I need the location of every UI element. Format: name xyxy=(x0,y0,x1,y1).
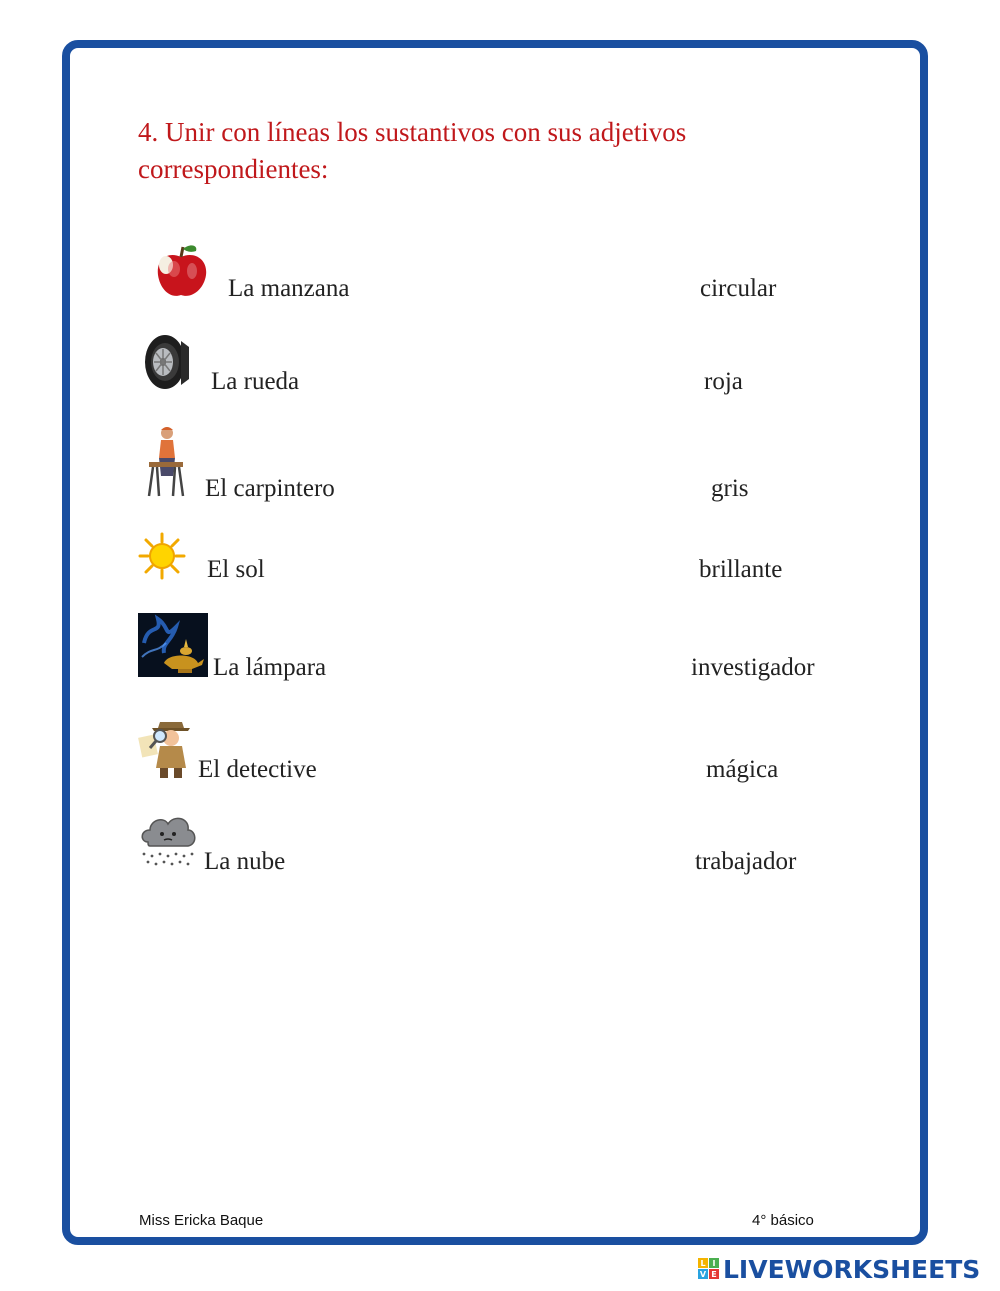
liveworksheets-logo xyxy=(698,1254,980,1284)
adjective-gris[interactable]: gris xyxy=(711,475,749,502)
apple-icon xyxy=(152,243,210,299)
noun-la-manzana[interactable]: La manzana xyxy=(228,275,350,302)
noun-la-rueda[interactable]: La rueda xyxy=(211,368,300,395)
noun-el-carpintero[interactable]: El carpintero xyxy=(205,475,335,502)
carpenter-icon xyxy=(145,424,185,498)
adjective-investigador[interactable]: investigador xyxy=(691,654,815,681)
svg-text:L: L xyxy=(700,1259,706,1268)
tire-icon xyxy=(141,333,193,391)
adjective-magica[interactable]: mágica xyxy=(706,756,779,783)
detective-icon xyxy=(138,712,194,780)
cloud-icon xyxy=(138,812,198,870)
sun-icon xyxy=(138,532,186,580)
noun-la-nube[interactable]: La nube xyxy=(204,848,286,875)
brand-name: LIVEWORKSHEETS xyxy=(723,1254,981,1284)
adjective-trabajador[interactable]: trabajador xyxy=(695,848,797,875)
adjective-brillante[interactable]: brillante xyxy=(699,556,783,583)
adjective-circular[interactable]: circular xyxy=(700,275,777,302)
footer-teacher: Miss Ericka Baque xyxy=(139,1212,264,1229)
instruction-heading: 4. Unir con líneas los sustantivos con sus adjetivos correspondientes: xyxy=(138,117,687,184)
noun-la-lampara[interactable]: La lámpara xyxy=(213,654,327,681)
footer-grade: 4° básico xyxy=(752,1212,814,1229)
svg-text:V: V xyxy=(699,1270,707,1279)
svg-text:E: E xyxy=(711,1270,717,1279)
noun-el-sol[interactable]: El sol xyxy=(207,556,265,583)
svg-text:I: I xyxy=(712,1259,716,1268)
magic-lamp-icon xyxy=(138,613,208,677)
adjective-roja[interactable]: roja xyxy=(704,368,743,395)
noun-el-detective[interactable]: El detective xyxy=(198,756,317,783)
liveworksheets-badge-icon xyxy=(698,1258,720,1280)
